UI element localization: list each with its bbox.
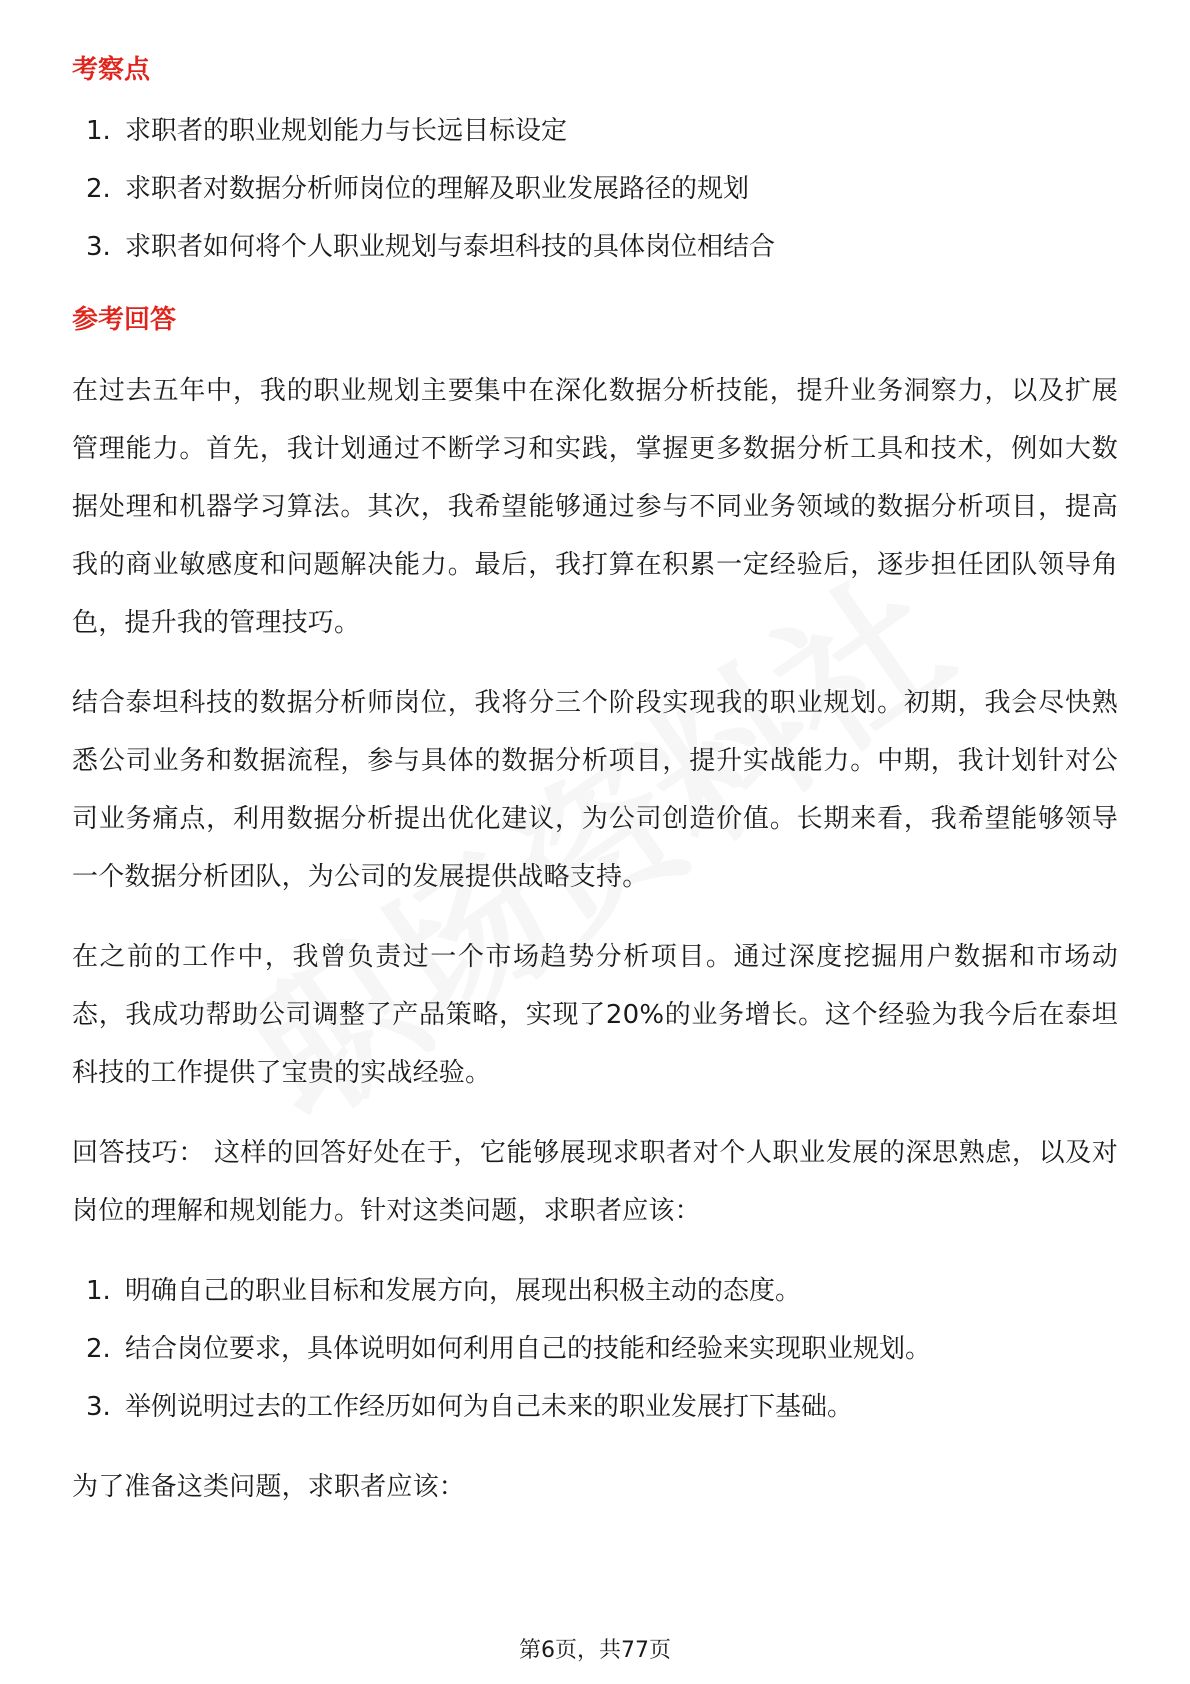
answer-tips-list (72, 1262, 1118, 1436)
list-item-text: 求职者对数据分析师岗位的理解及职业发展路径的规划 (125, 174, 750, 204)
list-item-text: 举例说明过去的工作经历如何为自己未来的职业发展打下基础。 (125, 1392, 854, 1422)
list-item (72, 102, 1118, 160)
page-number-footer: 第6页，共77页 (519, 1638, 671, 1663)
list-item (72, 160, 1118, 218)
closing-paragraph: 为了准备这类问题，求职者应该： (72, 1472, 466, 1502)
answer-paragraph: 在之前的工作中，我曾负责过一个市场趋势分析项目。通过深度挖掘用户数据和市场动态，我成功帮助公司调整了产品策略，实现了20%的业务增长。这个经验为我今后在泰坦科技的工作提供了宝贵的实战经验。 (72, 942, 1118, 1088)
answer-tips-paragraph: 回答技巧： 这样的回答好处在于，它能够展现求职者对个人职业发展的深思熟虑，以及对岗位的理解和规划能力。针对这类问题，求职者应该： (72, 1138, 1118, 1226)
section-heading-reference-answer: 参考回答 (72, 305, 177, 335)
list-item-text: 明确自己的职业目标和发展方向，展现出积极主动的态度。 (125, 1276, 802, 1306)
page-content (72, 50, 1118, 1516)
list-item-text: 求职者的职业规划能力与长远目标设定 (125, 116, 568, 146)
list-item-number: 1. (86, 1276, 111, 1306)
list-item (72, 1320, 1118, 1378)
list-item-text: 求职者如何将个人职业规划与泰坦科技的具体岗位相结合 (125, 232, 776, 262)
list-item-text: 结合岗位要求，具体说明如何利用自己的技能和经验来实现职业规划。 (125, 1334, 932, 1364)
list-item (72, 1262, 1118, 1320)
list-item (72, 218, 1118, 276)
list-item-number: 1. (86, 116, 111, 146)
list-item-number: 2. (86, 174, 111, 204)
list-item-number: 2. (86, 1334, 111, 1364)
section-heading-examination-points: 考察点 (72, 55, 151, 85)
answer-paragraph: 在过去五年中，我的职业规划主要集中在深化数据分析技能，提升业务洞察力，以及扩展管理能力。首先，我计划通过不断学习和实践，掌握更多数据分析工具和技术，例如大数据处理和机器学习算法。其次，我希望能够通过参与不同业务领域的数据分析项目，提高我的商业敏感度和问题解决能力。最后，我打算在积累一定经验后，逐步担任团队领导角色，提升我的管理技巧。 (72, 376, 1118, 638)
list-item-number: 3. (86, 1392, 111, 1422)
examination-points-list (72, 102, 1118, 276)
answer-paragraph: 结合泰坦科技的数据分析师岗位，我将分三个阶段实现我的职业规划。初期，我会尽快熟悉公司业务和数据流程，参与具体的数据分析项目，提升实战能力。中期，我计划针对公司业务痛点，利用数据分析提出优化建议，为公司创造价值。长期来看，我希望能够领导一个数据分析团队，为公司的发展提供战略支持。 (72, 688, 1118, 892)
list-item (72, 1378, 1118, 1436)
list-item-number: 3. (86, 232, 111, 262)
